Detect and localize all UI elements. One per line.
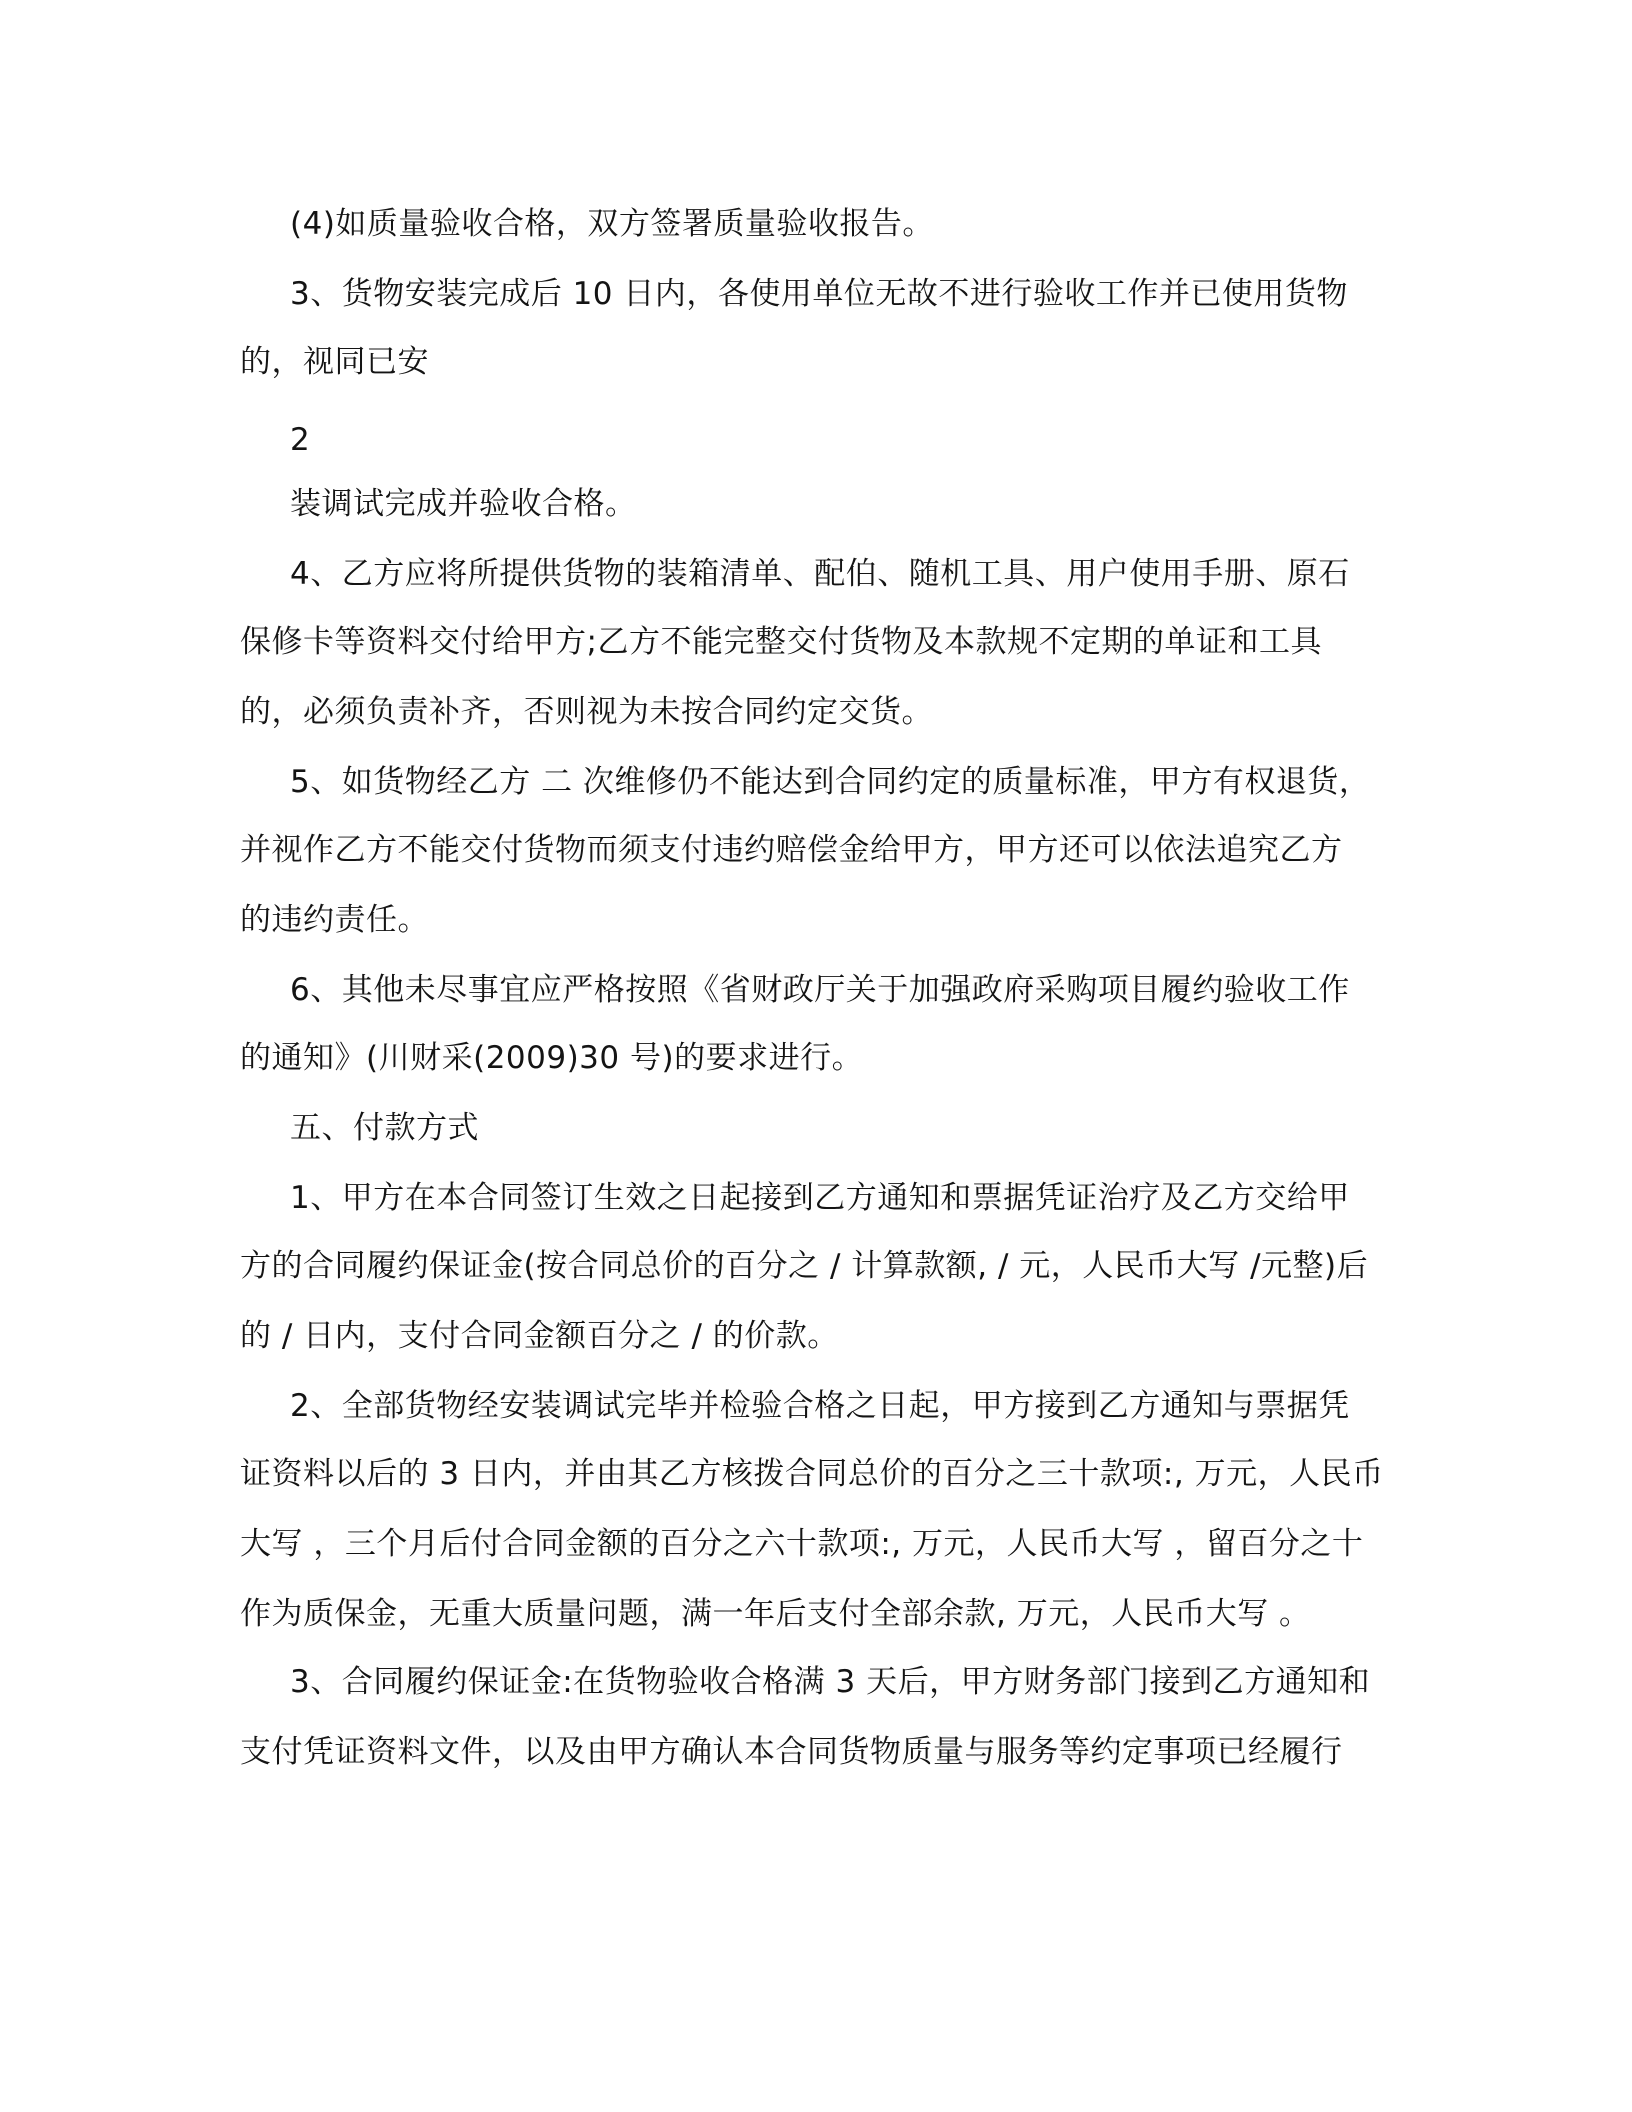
text-line: 的，视同已安 xyxy=(240,344,429,380)
text-line: 3、货物安装完成后 10 日内，各使用单位无故不进行验收工作并已使用货物 xyxy=(290,276,1348,312)
text-line: 的通知》(川财采(2009)30 号)的要求进行。 xyxy=(240,1040,864,1076)
text-line: 1、甲方在本合同签订生效之日起接到乙方通知和票据凭证治疗及乙方交给甲 xyxy=(290,1180,1350,1216)
text-line: 5、如货物经乙方 二 次维修仍不能达到合同约定的质量标准，甲方有权退货， xyxy=(290,764,1371,800)
section-heading: 五、付款方式 xyxy=(290,1110,479,1146)
text-line: 方的合同履约保证金(按合同总价的百分之 / 计算款额, / 元，人民币大写 /元整)后 xyxy=(240,1248,1369,1284)
text-line: 3、合同履约保证金:在货物验收合格满 3 天后，甲方财务部门接到乙方通知和 xyxy=(290,1664,1371,1700)
text-line: 4、乙方应将所提供货物的装箱清单、配伯、随机工具、用户使用手册、原石 xyxy=(290,556,1350,592)
text-line: 的，必须负责补齐，否则视为未按合同约定交货。 xyxy=(240,694,933,730)
text-line: 作为质保金，无重大质量问题，满一年后支付全部余款, 万元，人民币大写 。 xyxy=(240,1596,1311,1632)
page-number: 2 xyxy=(290,422,311,458)
text-line: 6、其他未尽事宜应严格按照《省财政厅关于加强政府采购项目履约验收工作 xyxy=(290,972,1350,1008)
text-line: 的 / 日内，支付合同金额百分之 / 的价款。 xyxy=(240,1318,839,1354)
text-line: 装调试完成并验收合格。 xyxy=(290,486,637,522)
text-line: 大写 ，三个月后付合同金额的百分之六十款项:, 万元，人民币大写 ，留百分之十 xyxy=(240,1526,1364,1562)
text-line: 2、全部货物经安装调试完毕并检验合格之日起，甲方接到乙方通知与票据凭 xyxy=(290,1388,1350,1424)
text-line: 并视作乙方不能交付货物而须支付违约赔偿金给甲方，甲方还可以依法追究乙方 xyxy=(240,832,1343,868)
text-line: 支付凭证资料文件，以及由甲方确认本合同货物质量与服务等约定事项已经履行 xyxy=(240,1734,1343,1770)
text-line: 证资料以后的 3 日内，并由其乙方核拨合同总价的百分之三十款项:, 万元，人民币 xyxy=(240,1456,1384,1492)
text-line: (4)如质量验收合格，双方签署质量验收报告。 xyxy=(290,206,934,242)
text-line: 的违约责任。 xyxy=(240,902,429,938)
text-line: 保修卡等资料交付给甲方;乙方不能完整交付货物及本款规不定期的单证和工具 xyxy=(240,624,1322,660)
